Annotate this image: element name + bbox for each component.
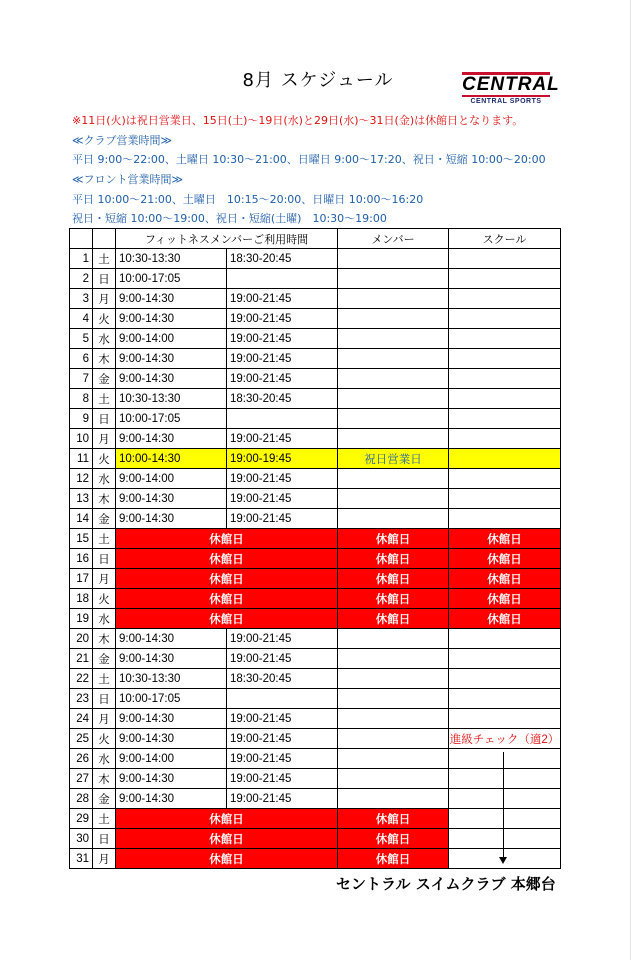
member-cell xyxy=(338,669,449,689)
weekday-cell: 月 xyxy=(93,289,116,309)
weekday-cell: 土 xyxy=(93,529,116,549)
table-row xyxy=(70,749,561,769)
time-slot-2: 19:00-21:45 xyxy=(227,369,338,389)
member-cell xyxy=(338,629,449,649)
table-row xyxy=(70,609,561,629)
day-number-cell: 16 xyxy=(70,549,93,569)
time-slot-1: 9:00-14:30 xyxy=(116,629,227,649)
table-row xyxy=(70,649,561,669)
time-slot-2 xyxy=(227,409,338,429)
member-cell xyxy=(338,429,449,449)
member-closed-cell: 休館日 xyxy=(338,809,449,829)
school-cell xyxy=(449,669,561,689)
day-number-cell: 17 xyxy=(70,569,93,589)
weekday-cell: 日 xyxy=(93,689,116,709)
member-closed-cell: 休館日 xyxy=(338,589,449,609)
table-row xyxy=(70,769,561,789)
table-row xyxy=(70,829,561,849)
table-header-row xyxy=(70,229,561,249)
member-cell xyxy=(338,349,449,369)
school-cell xyxy=(449,309,561,329)
day-number-cell: 24 xyxy=(70,709,93,729)
member-cell xyxy=(338,249,449,269)
table-row xyxy=(70,509,561,529)
front-hours-heading: ≪フロント営業時間≫ xyxy=(72,173,184,186)
school-cell xyxy=(449,829,561,849)
table-row xyxy=(70,489,561,509)
member-cell xyxy=(338,649,449,669)
day-number-cell: 14 xyxy=(70,509,93,529)
member-cell xyxy=(338,369,449,389)
time-slot-2: 19:00-21:45 xyxy=(227,749,338,769)
school-cell xyxy=(449,249,561,269)
school-cell xyxy=(449,489,561,509)
weekday-cell: 火 xyxy=(93,729,116,749)
day-number-cell: 21 xyxy=(70,649,93,669)
day-number-cell: 13 xyxy=(70,489,93,509)
school-closed-cell: 休館日 xyxy=(449,549,561,569)
school-closed-cell: 休館日 xyxy=(449,569,561,589)
header-member: メンバー xyxy=(338,229,449,249)
school-cell xyxy=(449,369,561,389)
closed-cell: 休館日 xyxy=(116,609,338,629)
school-cell xyxy=(449,769,561,789)
day-number-cell: 25 xyxy=(70,729,93,749)
member-cell xyxy=(338,789,449,809)
day-number-cell: 1 xyxy=(70,249,93,269)
time-slot-1: 10:00-17:05 xyxy=(116,409,227,429)
header-day-cell xyxy=(70,229,93,249)
day-number-cell: 6 xyxy=(70,349,93,369)
school-cell xyxy=(449,629,561,649)
weekday-cell: 月 xyxy=(93,709,116,729)
weekday-cell: 月 xyxy=(93,429,116,449)
school-cell xyxy=(449,449,561,469)
time-slot-1: 9:00-14:30 xyxy=(116,509,227,529)
time-slot-1: 9:00-14:30 xyxy=(116,709,227,729)
club-hours-heading: ≪クラブ営業時間≫ xyxy=(72,134,173,147)
time-slot-2: 19:00-21:45 xyxy=(227,489,338,509)
table-row xyxy=(70,249,561,269)
time-slot-1: 9:00-14:30 xyxy=(116,309,227,329)
day-number-cell: 11 xyxy=(70,449,93,469)
table-row xyxy=(70,689,561,709)
member-cell xyxy=(338,509,449,529)
weekday-cell: 木 xyxy=(93,349,116,369)
closed-cell: 休館日 xyxy=(116,849,338,869)
table-row xyxy=(70,529,561,549)
school-closed-cell: 休館日 xyxy=(449,589,561,609)
time-slot-1: 10:00-17:05 xyxy=(116,269,227,289)
school-closed-cell: 休館日 xyxy=(449,609,561,629)
school-cell xyxy=(449,349,561,369)
table-row xyxy=(70,669,561,689)
front-hours-text: 平日 10:00～21:00、土曜日 10:15～20:00、日曜日 10:00～16:20 xyxy=(72,193,424,206)
time-slot-2: 19:00-21:45 xyxy=(227,649,338,669)
table-row xyxy=(70,809,561,829)
table-row xyxy=(70,569,561,589)
member-cell xyxy=(338,709,449,729)
day-number-cell: 8 xyxy=(70,389,93,409)
table-row xyxy=(70,329,561,349)
member-closed-cell: 休館日 xyxy=(338,829,449,849)
member-cell xyxy=(338,309,449,329)
time-slot-2: 19:00-21:45 xyxy=(227,629,338,649)
time-slot-2: 19:00-21:45 xyxy=(227,329,338,349)
table-row xyxy=(70,389,561,409)
school-cell xyxy=(449,749,561,769)
page-edge xyxy=(630,0,631,960)
time-slot-1: 9:00-14:30 xyxy=(116,429,227,449)
table-row xyxy=(70,729,561,749)
time-slot-2 xyxy=(227,269,338,289)
time-slot-1: 9:00-14:30 xyxy=(116,369,227,389)
weekday-cell: 火 xyxy=(93,589,116,609)
school-cell xyxy=(449,269,561,289)
time-slot-1: 9:00-14:30 xyxy=(116,729,227,749)
day-number-cell: 10 xyxy=(70,429,93,449)
continuation-arrow xyxy=(503,752,504,860)
time-slot-2: 18:30-20:45 xyxy=(227,389,338,409)
day-number-cell: 19 xyxy=(70,609,93,629)
time-slot-2: 19:00-21:45 xyxy=(227,709,338,729)
table-row xyxy=(70,409,561,429)
weekday-cell: 土 xyxy=(93,809,116,829)
day-number-cell: 2 xyxy=(70,269,93,289)
member-cell xyxy=(338,269,449,289)
time-slot-1: 9:00-14:30 xyxy=(116,349,227,369)
logo-wordmark: CENTRAL xyxy=(462,74,560,95)
day-number-cell: 31 xyxy=(70,849,93,869)
member-cell xyxy=(338,489,449,509)
time-slot-2: 19:00-21:45 xyxy=(227,769,338,789)
time-slot-2: 19:00-21:45 xyxy=(227,789,338,809)
header-fitness: フィットネスメンバーご利用時間 xyxy=(116,229,338,249)
day-number-cell: 5 xyxy=(70,329,93,349)
table-row xyxy=(70,429,561,449)
front-hours-holiday-text: 祝日・短縮 10:00～19:00、祝日・短縮(土曜) 10:30～19:00 xyxy=(72,212,387,225)
header-school: スクール xyxy=(449,229,561,249)
member-cell xyxy=(338,689,449,709)
time-slot-2: 19:00-21:45 xyxy=(227,429,338,449)
day-number-cell: 23 xyxy=(70,689,93,709)
member-closed-cell: 休館日 xyxy=(338,849,449,869)
table-row xyxy=(70,849,561,869)
weekday-cell: 土 xyxy=(93,389,116,409)
member-closed-cell: 休館日 xyxy=(338,609,449,629)
member-cell xyxy=(338,409,449,429)
table-row xyxy=(70,349,561,369)
member-cell xyxy=(338,769,449,789)
time-slot-2: 19:00-21:45 xyxy=(227,509,338,529)
school-cell xyxy=(449,689,561,709)
school-cell xyxy=(449,789,561,809)
time-slot-2 xyxy=(227,689,338,709)
table-row xyxy=(70,629,561,649)
weekday-cell: 木 xyxy=(93,489,116,509)
closed-cell: 休館日 xyxy=(116,829,338,849)
day-number-cell: 30 xyxy=(70,829,93,849)
closed-cell: 休館日 xyxy=(116,589,338,609)
table-row xyxy=(70,449,561,469)
member-closed-cell: 休館日 xyxy=(338,549,449,569)
weekday-cell: 月 xyxy=(93,569,116,589)
club-hours-text: 平日 9:00～22:00、土曜日 10:30～21:00、日曜日 9:00～17:20、祝日・短縮 10:00～20:00 xyxy=(72,153,546,166)
weekday-cell: 木 xyxy=(93,629,116,649)
weekday-cell: 金 xyxy=(93,649,116,669)
schedule-table xyxy=(69,228,561,869)
weekday-cell: 日 xyxy=(93,549,116,569)
continuation-arrow-head xyxy=(499,857,507,864)
member-cell xyxy=(338,389,449,409)
weekday-cell: 月 xyxy=(93,849,116,869)
member-closed-cell: 休館日 xyxy=(338,569,449,589)
day-number-cell: 29 xyxy=(70,809,93,829)
day-number-cell: 28 xyxy=(70,789,93,809)
time-slot-2: 19:00-21:45 xyxy=(227,309,338,329)
weekday-cell: 日 xyxy=(93,829,116,849)
table-row xyxy=(70,269,561,289)
day-number-cell: 9 xyxy=(70,409,93,429)
weekday-cell: 土 xyxy=(93,249,116,269)
school-cell xyxy=(449,469,561,489)
day-number-cell: 7 xyxy=(70,369,93,389)
time-slot-2: 19:00-19:45 xyxy=(227,449,338,469)
table-row xyxy=(70,589,561,609)
time-slot-1: 9:00-14:30 xyxy=(116,769,227,789)
time-slot-1: 9:00-14:30 xyxy=(116,789,227,809)
weekday-cell: 火 xyxy=(93,309,116,329)
school-cell xyxy=(449,329,561,349)
school-cell xyxy=(449,509,561,529)
table-row xyxy=(70,469,561,489)
day-number-cell: 27 xyxy=(70,769,93,789)
weekday-cell: 水 xyxy=(93,329,116,349)
weekday-cell: 火 xyxy=(93,449,116,469)
closed-cell: 休館日 xyxy=(116,809,338,829)
time-slot-1: 9:00-14:30 xyxy=(116,649,227,669)
time-slot-1: 10:30-13:30 xyxy=(116,669,227,689)
time-slot-2: 18:30-20:45 xyxy=(227,249,338,269)
weekday-cell: 水 xyxy=(93,469,116,489)
time-slot-1: 9:00-14:30 xyxy=(116,289,227,309)
day-number-cell: 22 xyxy=(70,669,93,689)
time-slot-2: 19:00-21:45 xyxy=(227,469,338,489)
member-cell xyxy=(338,749,449,769)
school-cell xyxy=(449,709,561,729)
school-cell xyxy=(449,809,561,829)
central-sports-logo xyxy=(462,72,560,106)
closure-notice: ※11日(火)は祝日営業日、15日(土)～19日(水)と29日(水)～31日(金)は休館日となります。 xyxy=(72,114,524,127)
closed-cell: 休館日 xyxy=(116,529,338,549)
school-note-cell: 進級チェック（適2） xyxy=(449,729,561,749)
weekday-cell: 水 xyxy=(93,609,116,629)
weekday-cell: 日 xyxy=(93,409,116,429)
page-title: 8月 スケジュール xyxy=(242,70,394,91)
school-cell xyxy=(449,389,561,409)
time-slot-1: 10:30-13:30 xyxy=(116,249,227,269)
closed-cell: 休館日 xyxy=(116,569,338,589)
day-number-cell: 20 xyxy=(70,629,93,649)
time-slot-2: 18:30-20:45 xyxy=(227,669,338,689)
weekday-cell: 土 xyxy=(93,669,116,689)
member-cell xyxy=(338,289,449,309)
table-row xyxy=(70,709,561,729)
school-cell xyxy=(449,429,561,449)
weekday-cell: 金 xyxy=(93,369,116,389)
table-row xyxy=(70,789,561,809)
time-slot-1: 9:00-14:00 xyxy=(116,329,227,349)
weekday-cell: 金 xyxy=(93,789,116,809)
time-slot-1: 9:00-14:00 xyxy=(116,749,227,769)
club-name-footer: セントラル スイムクラブ 本郷台 xyxy=(336,875,556,893)
day-number-cell: 4 xyxy=(70,309,93,329)
table-row xyxy=(70,309,561,329)
weekday-cell: 木 xyxy=(93,769,116,789)
day-number-cell: 3 xyxy=(70,289,93,309)
table-row xyxy=(70,549,561,569)
school-cell xyxy=(449,649,561,669)
weekday-cell: 金 xyxy=(93,509,116,529)
school-cell xyxy=(449,289,561,309)
time-slot-2: 19:00-21:45 xyxy=(227,289,338,309)
time-slot-1: 9:00-14:30 xyxy=(116,489,227,509)
school-closed-cell: 休館日 xyxy=(449,529,561,549)
day-number-cell: 18 xyxy=(70,589,93,609)
school-cell xyxy=(449,409,561,429)
time-slot-2: 19:00-21:45 xyxy=(227,349,338,369)
closed-cell: 休館日 xyxy=(116,549,338,569)
header-weekday-cell xyxy=(93,229,116,249)
weekday-cell: 日 xyxy=(93,269,116,289)
weekday-cell: 水 xyxy=(93,749,116,769)
logo-subtitle: CENTRAL SPORTS xyxy=(470,98,542,105)
day-number-cell: 15 xyxy=(70,529,93,549)
time-slot-2: 19:00-21:45 xyxy=(227,729,338,749)
member-cell xyxy=(338,469,449,489)
member-closed-cell: 休館日 xyxy=(338,529,449,549)
member-cell xyxy=(338,729,449,749)
table-row xyxy=(70,289,561,309)
table-row xyxy=(70,369,561,389)
day-number-cell: 12 xyxy=(70,469,93,489)
time-slot-1: 10:30-13:30 xyxy=(116,389,227,409)
time-slot-1: 10:00-14:30 xyxy=(116,449,227,469)
time-slot-1: 10:00-17:05 xyxy=(116,689,227,709)
member-cell xyxy=(338,329,449,349)
day-number-cell: 26 xyxy=(70,749,93,769)
time-slot-1: 9:00-14:00 xyxy=(116,469,227,489)
holiday-label-cell: 祝日営業日 xyxy=(338,449,449,469)
